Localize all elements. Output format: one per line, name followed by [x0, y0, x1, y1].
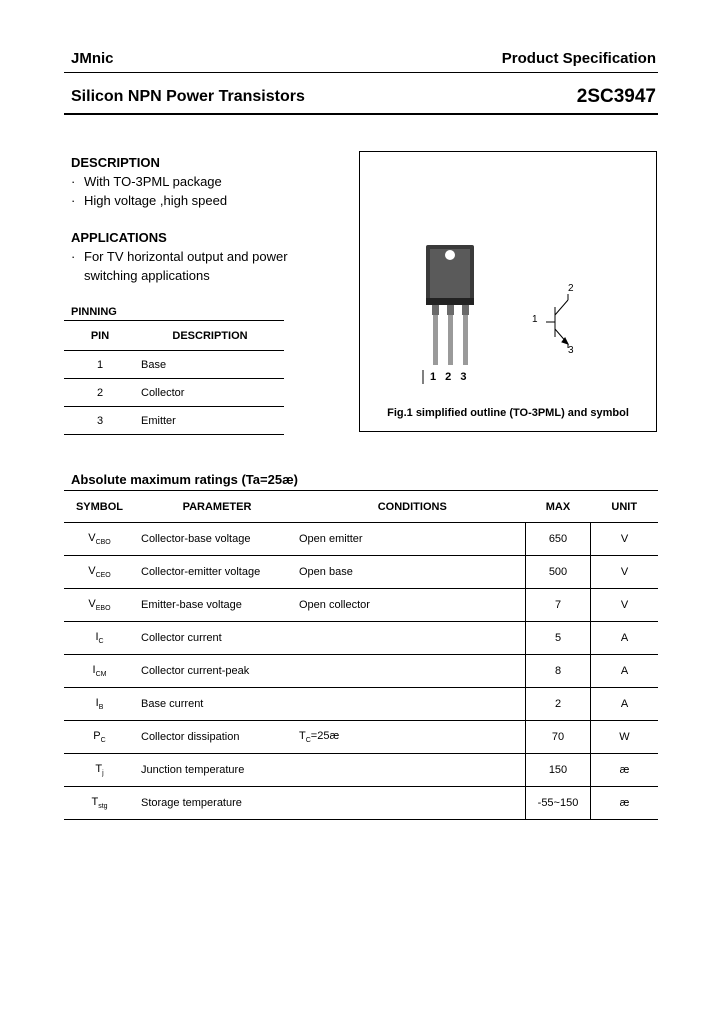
- col-unit-header: UNIT: [591, 491, 659, 523]
- table-row: 3 Emitter: [64, 407, 284, 435]
- part-number: 2SC3947: [576, 86, 656, 107]
- description-item: · High voltage ,high speed: [71, 193, 228, 208]
- applications-heading: APPLICATIONS: [71, 230, 167, 245]
- pinning-heading: PINNING: [71, 306, 117, 318]
- col-parameter-header: PARAMETER: [135, 491, 299, 523]
- bullet-icon: ·: [71, 249, 76, 264]
- table-row: 2 Collector: [64, 379, 284, 407]
- figure-drawing: [360, 152, 656, 431]
- symbol-cell: $I_C$: [64, 622, 135, 655]
- application-item-continued: switching applications: [84, 268, 210, 283]
- col-symbol-header: SYMBOL: [64, 491, 135, 523]
- symbol-cell: $V_{CEO}$: [64, 556, 135, 589]
- bullet-icon: ·: [71, 193, 76, 208]
- page-title: Silicon NPN Power Transistors: [71, 88, 305, 105]
- conditions-cell: $T_C=25æ$: [299, 721, 526, 754]
- ratings-table: [64, 490, 658, 820]
- symbol-base-label: 1: [532, 314, 538, 325]
- table-row: 1 Base: [64, 351, 284, 379]
- symbol-collector-label: 2: [568, 283, 574, 294]
- table-header-row: [64, 321, 284, 351]
- table-header-row: [64, 491, 658, 523]
- symbol-cell: $P_C$: [64, 721, 135, 754]
- application-item: · For TV horizontal output and power: [71, 249, 288, 264]
- table-row: $V_{CBO}$ Collector-base voltage Open emitter 650 V: [64, 523, 658, 556]
- symbol-cell: $I_{CM}$: [64, 655, 135, 688]
- symbol-emitter-label: 3: [568, 345, 574, 356]
- table-row: $V_{CEO}$ Collector-emitter voltage Open base 500 V: [64, 556, 658, 589]
- col-description-header: DESCRIPTION: [136, 321, 284, 351]
- col-pin-header: PIN: [64, 321, 136, 351]
- table-row: $T_j$ Junction temperature 150 æ: [64, 754, 658, 787]
- col-max-header: MAX: [526, 491, 591, 523]
- table-row: $T_{stg}$ Storage temperature -55~150 æ: [64, 787, 658, 820]
- table-row: $I_C$ Collector current 5 A: [64, 622, 658, 655]
- npn-transistor-symbol-icon: [546, 294, 568, 348]
- symbol-cell: $V_{CBO}$: [64, 523, 135, 556]
- figure-caption: Fig.1 simplified outline (TO-3PML) and symbol: [387, 407, 629, 419]
- brand-name: JMnic: [71, 50, 114, 67]
- table-row: $I_{CM}$ Collector current-peak 8 A: [64, 655, 658, 688]
- symbol-cell: $T_j$: [64, 754, 135, 787]
- ratings-title: Absolute maximum ratings (Ta=25æ): [71, 472, 298, 487]
- doc-type: Product Specification: [501, 50, 656, 67]
- symbol-cell: $T_{stg}$: [64, 787, 135, 820]
- description-heading: DESCRIPTION: [71, 155, 160, 170]
- table-row: $P_C$ Collector dissipation $T_C=25æ$ 70 W: [64, 721, 658, 754]
- bullet-icon: ·: [71, 174, 76, 189]
- pinning-table: [64, 320, 284, 435]
- table-row: $I_B$ Base current 2 A: [64, 688, 658, 721]
- description-item: · With TO-3PML package: [71, 174, 222, 189]
- to3pml-package-image: [423, 245, 474, 384]
- symbol-cell: $V_{EBO}$: [64, 589, 135, 622]
- header-rule: [64, 72, 658, 73]
- symbol-cell: $I_B$: [64, 688, 135, 721]
- col-conditions-header: CONDITIONS: [299, 491, 526, 523]
- table-row: $V_{EBO}$ Emitter-base voltage Open collector 7 V: [64, 589, 658, 622]
- package-pin-labels: 1 2 3: [430, 371, 470, 383]
- figure-box: [359, 151, 657, 432]
- title-rule: [64, 113, 658, 115]
